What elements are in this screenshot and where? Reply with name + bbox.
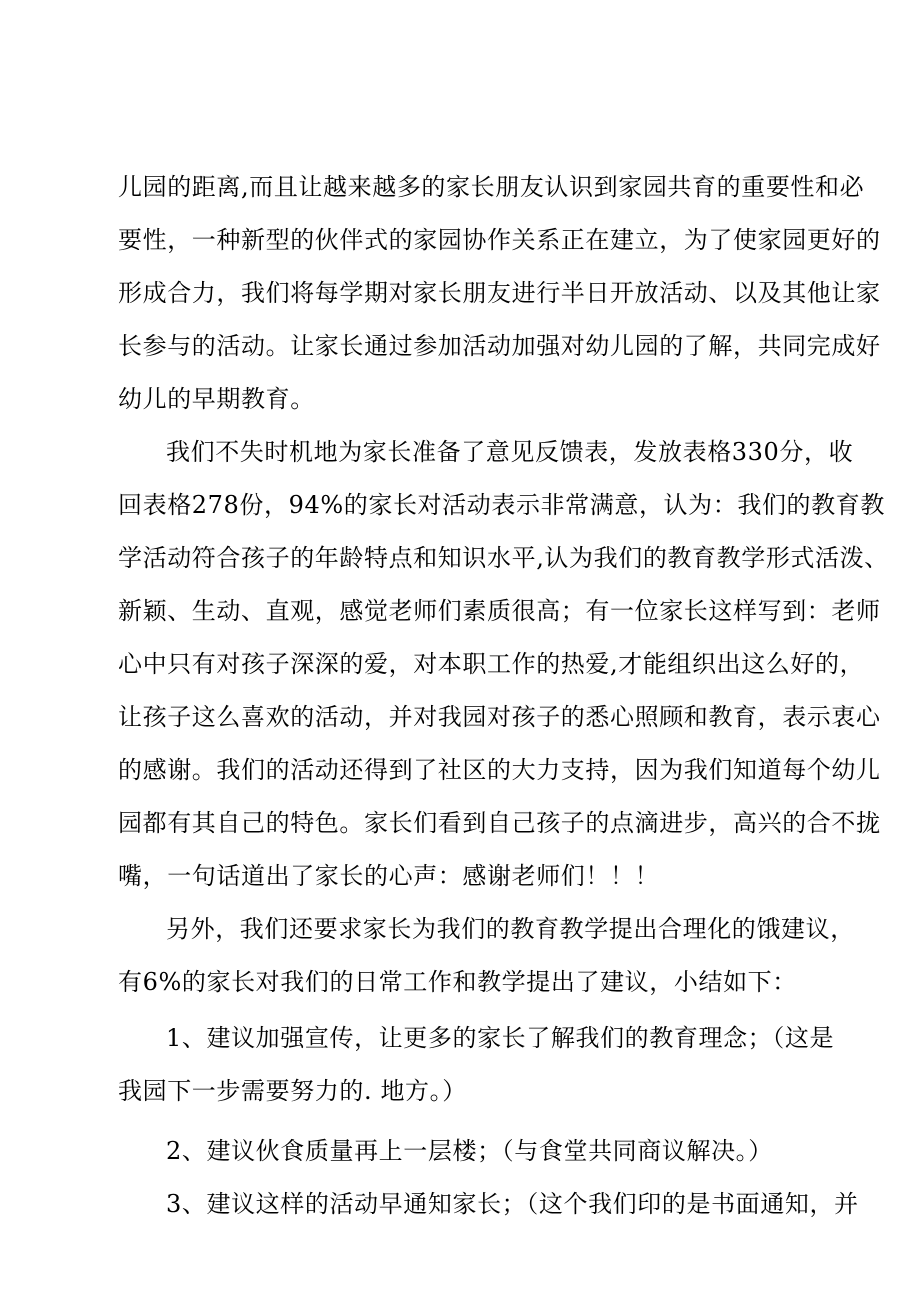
paragraph-1-line-1: 儿园的距离,而且让越来越多的家长朋友认识到家园共育的重要性和必 [118, 173, 865, 201]
paragraph-2-line-2: 回表格278份，94%的家长对活动表示非常满意，认为：我们的教育教 [118, 491, 885, 519]
paragraph-2-line-9: 嘴，一句话道出了家长的心声：感谢老师们！！！ [118, 862, 660, 890]
paragraph-1-line-4: 长参与的活动。让家长通过参加活动加强对幼儿园的了解，共同完成好 [118, 332, 881, 360]
paragraph-2-line-1: 我们不失时机地为家长准备了意见反馈表，发放表格330分，收 [166, 438, 854, 466]
list-item-2-line-1: 2、建议伙食质量再上一层楼；（与食堂共同商议解决。） [166, 1137, 773, 1165]
paragraph-2-line-6: 让孩子这么喜欢的活动，并对我园对孩子的悉心照顾和教育，表示衷心 [118, 703, 881, 731]
paragraph-1-line-3: 形成合力，我们将每学期对家长朋友进行半日开放活动、以及其他让家 [118, 279, 881, 307]
paragraph-2-line-8: 园都有其自己的特色。家长们看到自己孩子的点滴进步，高兴的合不拢 [118, 809, 881, 837]
paragraph-1-line-5: 幼儿的早期教育。 [118, 385, 315, 413]
list-item-1-line-1: 1、建议加强宣传，让更多的家长了解我们的教育理念；（这是 [166, 1024, 835, 1052]
paragraph-2-line-7: 的感谢。我们的活动还得到了社区的大力支持，因为我们知道每个幼儿 [118, 756, 881, 784]
paragraph-3-line-1: 另外，我们还要求家长为我们的教育教学提出合理化的饿建议， [166, 915, 855, 943]
list-item-1-line-2: 我园下一步需要努力的. 地方。） [118, 1077, 467, 1105]
paragraph-1-line-2: 要性，一种新型的伙伴式的家园协作关系正在建立，为了使家园更好的 [118, 226, 881, 254]
paragraph-2-line-4: 新颖、生动、直观，感觉老师们素质很高；有一位家长这样写到：老师 [118, 597, 881, 625]
list-item-3-line-1: 3、建议这样的活动早通知家长；（这个我们印的是书面通知，并 [166, 1190, 859, 1218]
paragraph-3-line-2: 有6%的家长对我们的日常工作和教学提出了建议，小结如下： [118, 968, 797, 996]
paragraph-2-line-5: 心中只有对孩子深深的爱，对本职工作的热爱,才能组织出这么好的， [118, 650, 865, 678]
paragraph-2-line-3: 学活动符合孩子的年龄特点和知识水平,认为我们的教育教学形式活泼、 [118, 544, 889, 572]
